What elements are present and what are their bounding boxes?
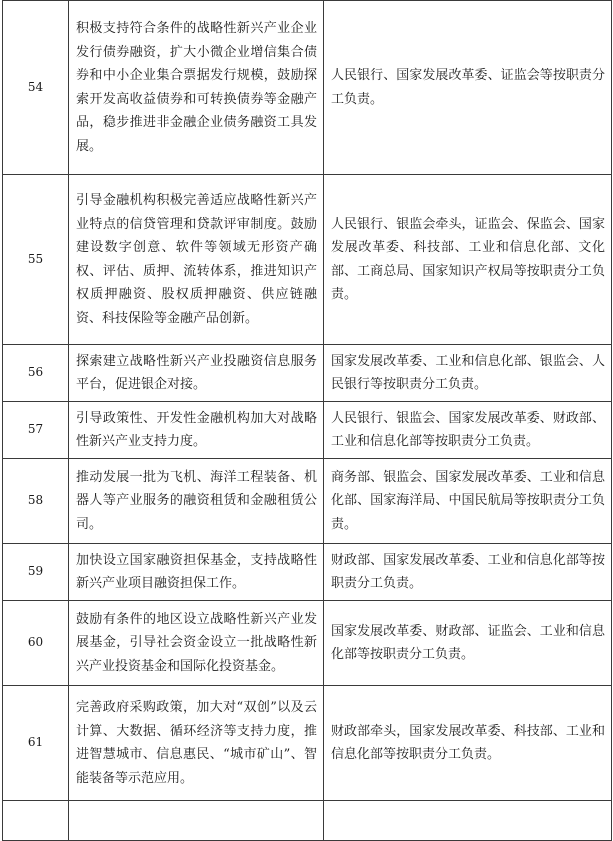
- measure-text: 完善政府采购政策，加大对“双创”以及云计算、大数据、循环经济等支持力度，推进智慧城市、信息惠民、“城市矿山”、智能装备等示范应用。: [69, 686, 324, 801]
- table-row: [3, 345, 612, 402]
- responsible-units: 国家发展改革委、财政部、证监会、工业和信息化部等按职责分工负责。: [324, 601, 612, 686]
- measure-text: 鼓励有条件的地区设立战略性新兴产业发展基金，引导社会资金设立一批战略性新兴产业投资基金和国际化投资基金。: [69, 601, 324, 686]
- responsible-units: 国家发展改革委、工业和信息化部、银监会、人民银行等按职责分工负责。: [324, 345, 612, 402]
- table-row: [3, 686, 612, 801]
- row-number: 57: [3, 402, 69, 459]
- measure-text: 积极支持符合条件的战略性新兴产业企业发行债券融资，扩大小微企业增信集合债券和中小企业集合票据发行规模，鼓励探索开发高收益债券和可转换债券等金融产品，稳步推进非金融企业债务融资工具发展。: [69, 1, 324, 175]
- row-number: 58: [3, 459, 69, 544]
- measure-text: 探索建立战略性新兴产业投融资信息服务平台，促进银企对接。: [69, 345, 324, 402]
- row-number: 59: [3, 544, 69, 601]
- measure-text: 引导政策性、开发性金融机构加大对战略性新兴产业支持力度。: [69, 402, 324, 459]
- row-number: 56: [3, 345, 69, 402]
- responsible-units: 人民银行、银监会牵头，证监会、保监会、国家发展改革委、科技部、工业和信息化部、文化部、工商总局、国家知识产权局等按职责分工负责。: [324, 175, 612, 345]
- row-number: 54: [3, 1, 69, 175]
- row-number: 60: [3, 601, 69, 686]
- responsible-units: 人民银行、银监会、国家发展改革委、财政部、工业和信息化部等按职责分工负责。: [324, 402, 612, 459]
- measure-text: 推动发展一批为飞机、海洋工程装备、机器人等产业服务的融资租赁和金融租赁公司。: [69, 459, 324, 544]
- responsible-units: 财政部牵头，国家发展改革委、科技部、工业和信息化部等按职责分工负责。: [324, 686, 612, 801]
- table-row: [3, 1, 612, 175]
- table-row: [3, 459, 612, 544]
- responsible-units: 商务部、银监会、国家发展改革委、工业和信息化部、国家海洋局、中国民航局等按职责分工负责。: [324, 459, 612, 544]
- table-row: [3, 402, 612, 459]
- measure-text: 引导金融机构积极完善适应战略性新兴产业特点的信贷管理和贷款评审制度。鼓励建设数字创意、软件等领域无形资产确权、评估、质押、流转体系，推进知识产权质押融资、股权质押融资、供应链融资、科技保险等金融产品创新。: [69, 175, 324, 345]
- responsible-units-empty: [324, 801, 612, 841]
- table-row: [3, 601, 612, 686]
- table-row: [3, 544, 612, 601]
- table-row: [3, 175, 612, 345]
- measures-table: [2, 0, 612, 841]
- responsible-units: 财政部、国家发展改革委、工业和信息化部等按职责分工负责。: [324, 544, 612, 601]
- measure-text-empty: [69, 801, 324, 841]
- measure-text: 加快设立国家融资担保基金，支持战略性新兴产业项目融资担保工作。: [69, 544, 324, 601]
- row-number: 61: [3, 686, 69, 801]
- responsible-units: 人民银行、国家发展改革委、证监会等按职责分工负责。: [324, 1, 612, 175]
- row-number-empty: [3, 801, 69, 841]
- row-number: 55: [3, 175, 69, 345]
- table-row-partial: [3, 801, 612, 841]
